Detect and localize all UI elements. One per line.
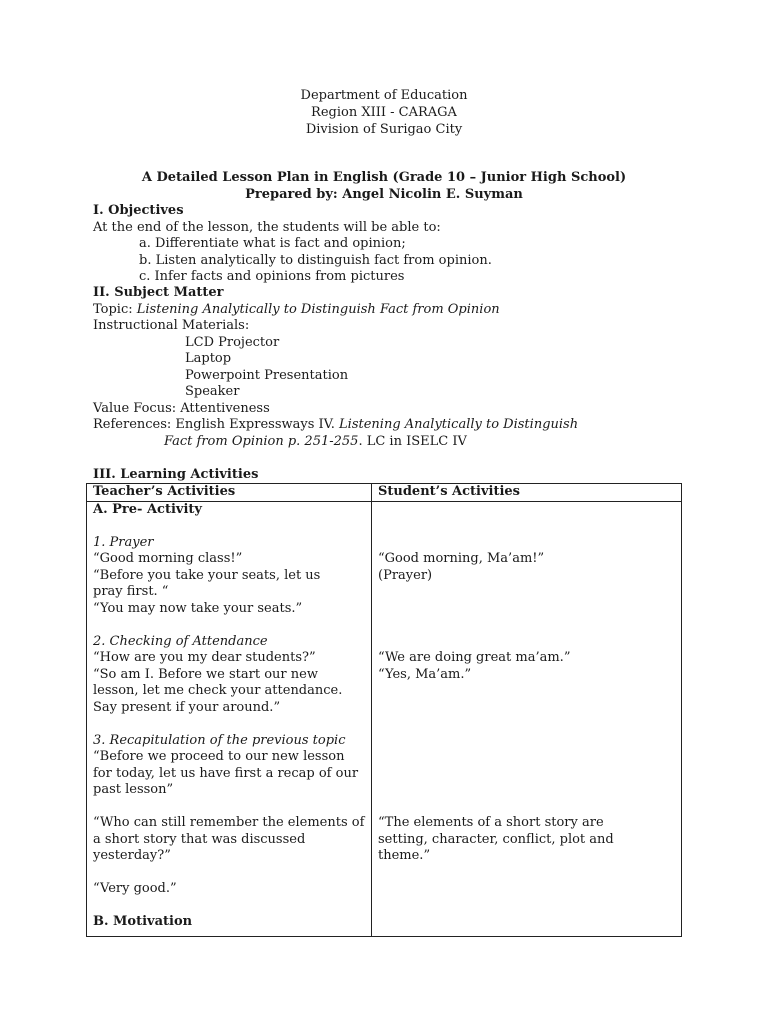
student-activities-cell [372,501,682,936]
header-division: Division of Surigao City [305,122,463,137]
topic-value: Listening Analytically to Distinguish Fact from Opinion [136,301,500,317]
topic-line [93,302,693,319]
recap-title: 3. Recapitulation of the previous topic [93,732,346,748]
teacher-line: “Who can still remember the elements of [93,815,365,830]
table-header-row [87,484,682,502]
references-title-part2: Fact from Opinion p. 251-255 [164,433,359,449]
student-column-header: Student’s Activities [372,484,682,502]
motivation-heading: B. Motivation [93,914,193,929]
references-suffix: . LC in ISELC IV [358,433,467,449]
teacher-line: “So am I. Before we start our new [93,666,318,682]
material-item: Speaker [185,384,240,399]
student-line: (Prayer) [378,567,433,583]
objectives-section [93,203,693,286]
teacher-line: Say present if your around.” [93,699,281,715]
objective-item: b. Listen analytically to distinguish fact from opinion. [139,252,492,268]
table-row [87,501,682,936]
pre-activity-heading: A. Pre- Activity [93,501,202,517]
student-line: “Good morning, Ma’am!” [378,551,545,566]
value-focus: Value Focus: Attentiveness [93,400,270,416]
student-line: theme.” [378,848,431,863]
prepared-by: Prepared by: Angel Nicolin E. Suyman [245,186,523,202]
teacher-line: past lesson” [93,782,174,797]
header-region: Region XIII - CARAGA [311,105,457,120]
materials-label: Instructional Materials: [93,318,250,333]
teacher-line: a short story that was discussed [93,831,306,847]
references-line-2 [93,434,693,451]
document-title [0,170,768,203]
teacher-line: pray first. “ [93,584,169,599]
material-item: Laptop [185,351,232,366]
student-line: “The elements of a short story are [378,815,604,830]
objectives-heading: I. Objectives [93,203,184,218]
teacher-line: “Before we proceed to our new lesson [93,749,345,764]
student-line: setting, character, conflict, plot and [378,831,614,847]
topic-label: Topic: [93,301,137,317]
teacher-line: “Very good.” [93,881,177,896]
header-department: Department of Education [300,88,468,103]
references-title-part1: Listening Analytically to Distinguish [339,417,579,432]
objective-item: c. Infer facts and opinions from pictures [139,269,405,284]
material-item: Powerpoint Presentation [185,367,349,383]
teacher-line: “How are you my dear students?” [93,650,316,665]
activities-table [86,483,682,937]
references-line [93,417,693,434]
objectives-intro: At the end of the lesson, the students will be able to: [93,219,441,235]
teacher-line: for today, let us have first a recap of our [93,765,359,781]
student-line: “We are doing great ma’am.” [378,650,571,665]
student-line: “Yes, Ma’am.” [378,666,472,682]
subject-matter-heading: II. Subject Matter [93,285,224,300]
teacher-line: “You may now take your seats.” [93,600,303,616]
subject-matter-section [93,285,693,450]
teacher-line: yesterday?” [93,848,171,863]
teacher-line: lesson, let me check your attendance. [93,683,343,698]
references-prefix: References: English Expressways IV. [93,417,340,432]
attendance-title: 2. Checking of Attendance [93,633,268,649]
lesson-plan-title: A Detailed Lesson Plan in English (Grade 10 – Junior High School) [141,170,627,185]
teacher-line: “Good morning class!” [93,551,243,566]
learning-activities-heading: III. Learning Activities [93,467,259,482]
objective-item: a. Differentiate what is fact and opinion; [139,236,406,251]
prayer-title: 1. Prayer [93,534,154,550]
document-header [0,87,768,138]
teacher-line: “Before you take your seats, let us [93,567,321,583]
teacher-activities-cell [87,501,372,936]
teacher-column-header: Teacher’s Activities [87,484,372,502]
material-item: LCD Projector [185,334,280,350]
